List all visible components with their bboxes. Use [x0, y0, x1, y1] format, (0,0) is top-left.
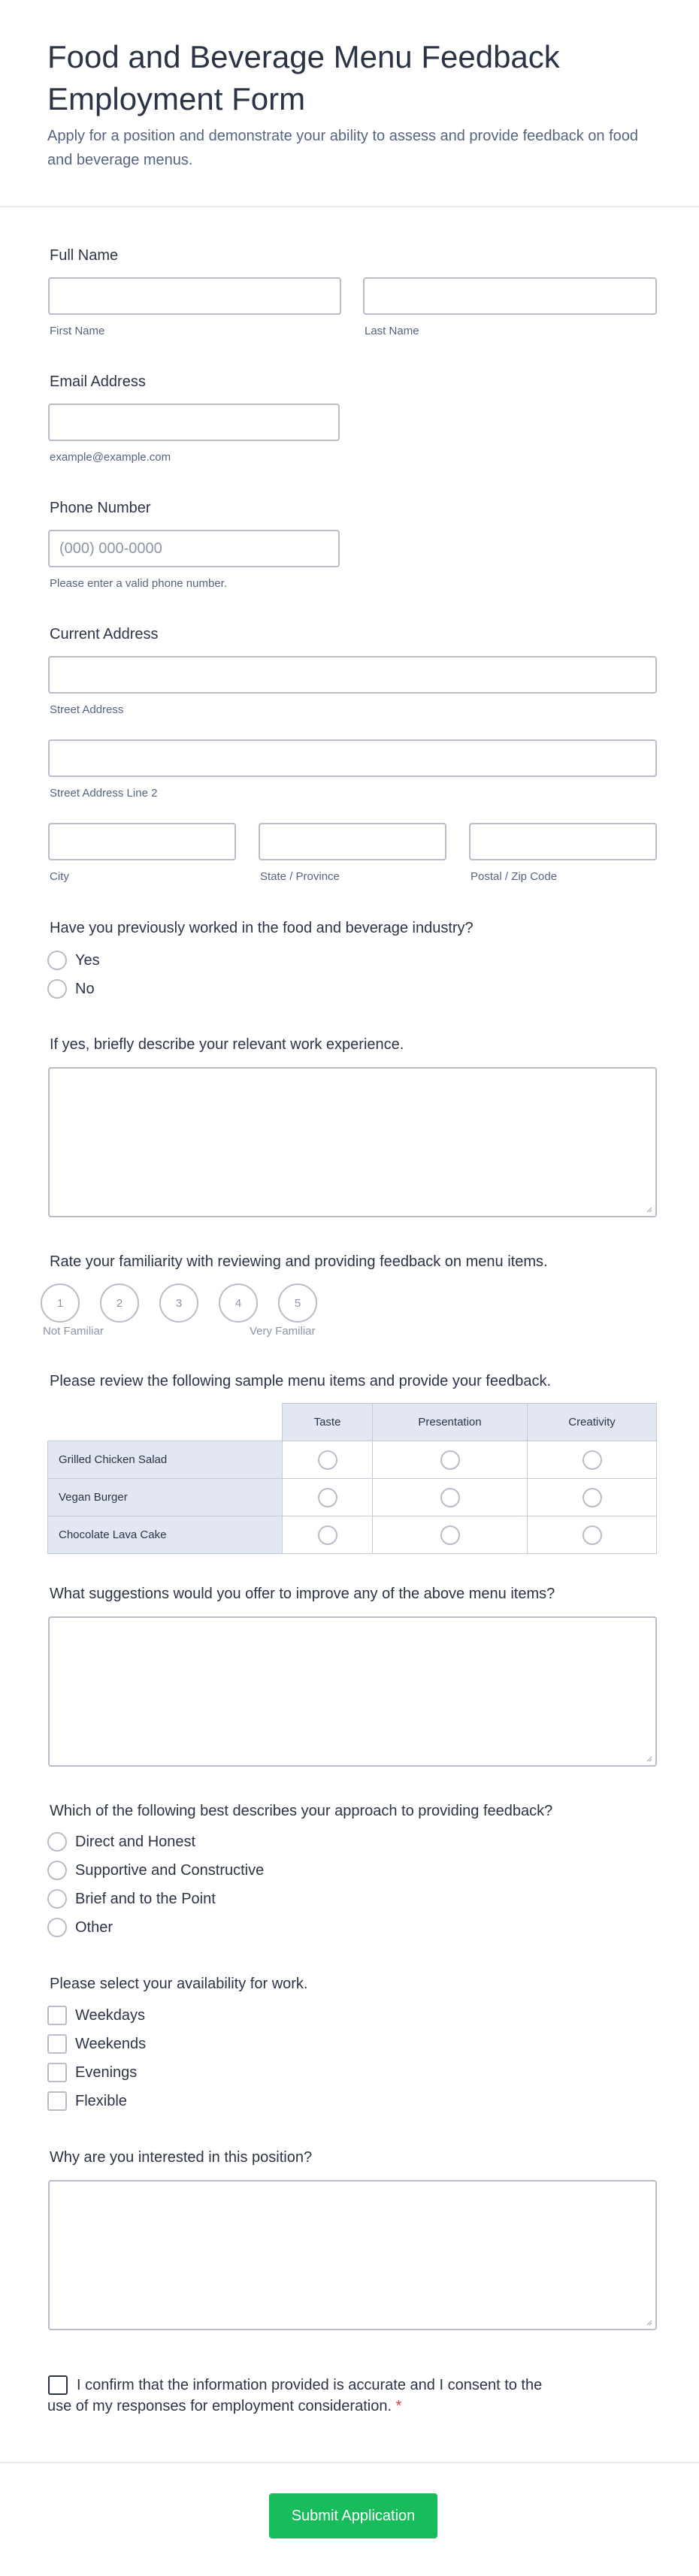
- street-address-line2-sublabel: Street Address Line 2: [50, 787, 158, 800]
- matrix-corner: [48, 1404, 283, 1441]
- rating-1[interactable]: 1: [41, 1283, 80, 1323]
- experience-textarea[interactable]: [48, 1067, 657, 1217]
- matrix-radio[interactable]: [318, 1488, 337, 1507]
- familiarity-label: Rate your familiarity with reviewing and providing feedback on menu items.: [50, 1253, 548, 1270]
- suggestions-textarea[interactable]: [48, 1616, 657, 1767]
- availability-evenings-label[interactable]: Evenings: [75, 2064, 138, 2081]
- matrix-radio[interactable]: [582, 1450, 602, 1470]
- state-sublabel: State / Province: [260, 870, 340, 883]
- matrix-radio[interactable]: [582, 1488, 602, 1507]
- city-input[interactable]: [48, 823, 236, 860]
- submit-button[interactable]: Submit Application: [269, 2493, 437, 2538]
- first-name-sublabel: First Name: [50, 325, 105, 337]
- header-divider: [0, 206, 699, 207]
- matrix-radio[interactable]: [440, 1525, 460, 1545]
- street-address-line2-input[interactable]: [48, 739, 657, 777]
- resize-grip-icon[interactable]: [645, 2318, 652, 2326]
- email-label: Email Address: [50, 373, 146, 390]
- first-name-input[interactable]: [48, 277, 341, 315]
- approach-direct-label[interactable]: Direct and Honest: [75, 1834, 196, 1850]
- last-name-input[interactable]: [363, 277, 657, 315]
- menu-review-matrix: [47, 1403, 656, 1555]
- matrix-row-label: Chocolate Lava Cake: [48, 1516, 283, 1554]
- consent-text-line1[interactable]: I confirm that the information provided is accurate and I consent to the: [77, 2377, 543, 2393]
- rating-2[interactable]: 2: [100, 1283, 139, 1323]
- experience-label: If yes, briefly describe your relevant work experience.: [50, 1036, 404, 1053]
- required-asterisk: *: [395, 2398, 402, 2414]
- availability-weekends-label[interactable]: Weekends: [75, 2036, 147, 2052]
- worked-no-label[interactable]: No: [75, 981, 95, 997]
- availability-weekdays-checkbox[interactable]: [47, 2006, 67, 2025]
- street-address-sublabel: Street Address: [50, 703, 124, 716]
- consent-text-line2-content: use of my responses for employment consideration.: [47, 2398, 392, 2414]
- matrix-radio[interactable]: [318, 1450, 337, 1470]
- matrix-row: [48, 1441, 657, 1479]
- availability-evenings-checkbox[interactable]: [47, 2063, 67, 2082]
- matrix-row: [48, 1479, 657, 1516]
- rating-low-note: Not Familiar: [43, 1325, 104, 1338]
- availability-flexible-label[interactable]: Flexible: [75, 2093, 127, 2109]
- matrix-row: [48, 1516, 657, 1554]
- matrix-label: Please review the following sample menu items and provide your feedback.: [50, 1373, 552, 1389]
- street-address-input[interactable]: [48, 656, 657, 694]
- phone-input[interactable]: [48, 530, 340, 567]
- state-input[interactable]: [259, 823, 446, 860]
- availability-weekends-checkbox[interactable]: [47, 2034, 67, 2054]
- matrix-radio[interactable]: [582, 1525, 602, 1545]
- resize-grip-icon[interactable]: [645, 1205, 652, 1213]
- rating-3[interactable]: 3: [159, 1283, 198, 1323]
- city-sublabel: City: [50, 870, 69, 883]
- approach-label: Which of the following best describes your approach to providing feedback?: [50, 1803, 553, 1819]
- availability-flexible-checkbox[interactable]: [47, 2091, 67, 2111]
- suggestions-label: What suggestions would you offer to improve any of the above menu items?: [50, 1586, 555, 1602]
- form-description: Apply for a position and demonstrate your ability to assess and provide feedback on food and beverage menus.: [47, 128, 639, 168]
- last-name-sublabel: Last Name: [365, 325, 419, 337]
- matrix-row-label: Vegan Burger: [48, 1479, 283, 1516]
- availability-label: Please select your availability for work.: [50, 1976, 308, 1992]
- phone-label: Phone Number: [50, 500, 151, 516]
- rating-5[interactable]: 5: [278, 1283, 317, 1323]
- approach-direct-radio[interactable]: [47, 1832, 67, 1852]
- email-input[interactable]: [48, 404, 340, 441]
- address-label: Current Address: [50, 626, 159, 642]
- consent-text-line2[interactable]: [47, 2396, 401, 2416]
- approach-brief-label[interactable]: Brief and to the Point: [75, 1891, 216, 1907]
- full-name-label: Full Name: [50, 247, 119, 264]
- approach-other-radio[interactable]: [47, 1918, 67, 1937]
- resize-grip-icon[interactable]: [645, 1755, 652, 1762]
- matrix-col-taste: Taste: [283, 1404, 373, 1441]
- worked-yes-label[interactable]: Yes: [75, 952, 100, 969]
- matrix-radio[interactable]: [440, 1450, 460, 1470]
- zip-sublabel: Postal / Zip Code: [471, 870, 558, 883]
- worked-no-radio[interactable]: [47, 979, 67, 999]
- consent-checkbox[interactable]: [48, 2375, 68, 2395]
- availability-weekdays-label[interactable]: Weekdays: [75, 2007, 146, 2024]
- matrix-col-presentation: Presentation: [373, 1404, 528, 1441]
- form-title: Food and Beverage Menu Feedback Employment Form: [47, 39, 560, 116]
- worked-yes-radio[interactable]: [47, 951, 67, 970]
- rating-high-note: Very Familiar: [250, 1325, 316, 1338]
- interest-textarea[interactable]: [48, 2180, 657, 2330]
- approach-supportive-label[interactable]: Supportive and Constructive: [75, 1862, 265, 1879]
- matrix-radio[interactable]: [318, 1525, 337, 1545]
- matrix-row-label: Grilled Chicken Salad: [48, 1441, 283, 1479]
- interest-label: Why are you interested in this position?: [50, 2149, 313, 2166]
- footer-divider: [0, 2462, 699, 2463]
- zip-input[interactable]: [469, 823, 657, 860]
- rating-4[interactable]: 4: [219, 1283, 258, 1323]
- matrix-col-creativity: Creativity: [528, 1404, 657, 1441]
- approach-brief-radio[interactable]: [47, 1889, 67, 1909]
- worked-before-label: Have you previously worked in the food and beverage industry?: [50, 920, 474, 936]
- approach-supportive-radio[interactable]: [47, 1861, 67, 1880]
- matrix-radio[interactable]: [440, 1488, 460, 1507]
- phone-sublabel: Please enter a valid phone number.: [50, 577, 227, 590]
- email-sublabel: example@example.com: [50, 451, 171, 464]
- approach-other-label[interactable]: Other: [75, 1919, 113, 1936]
